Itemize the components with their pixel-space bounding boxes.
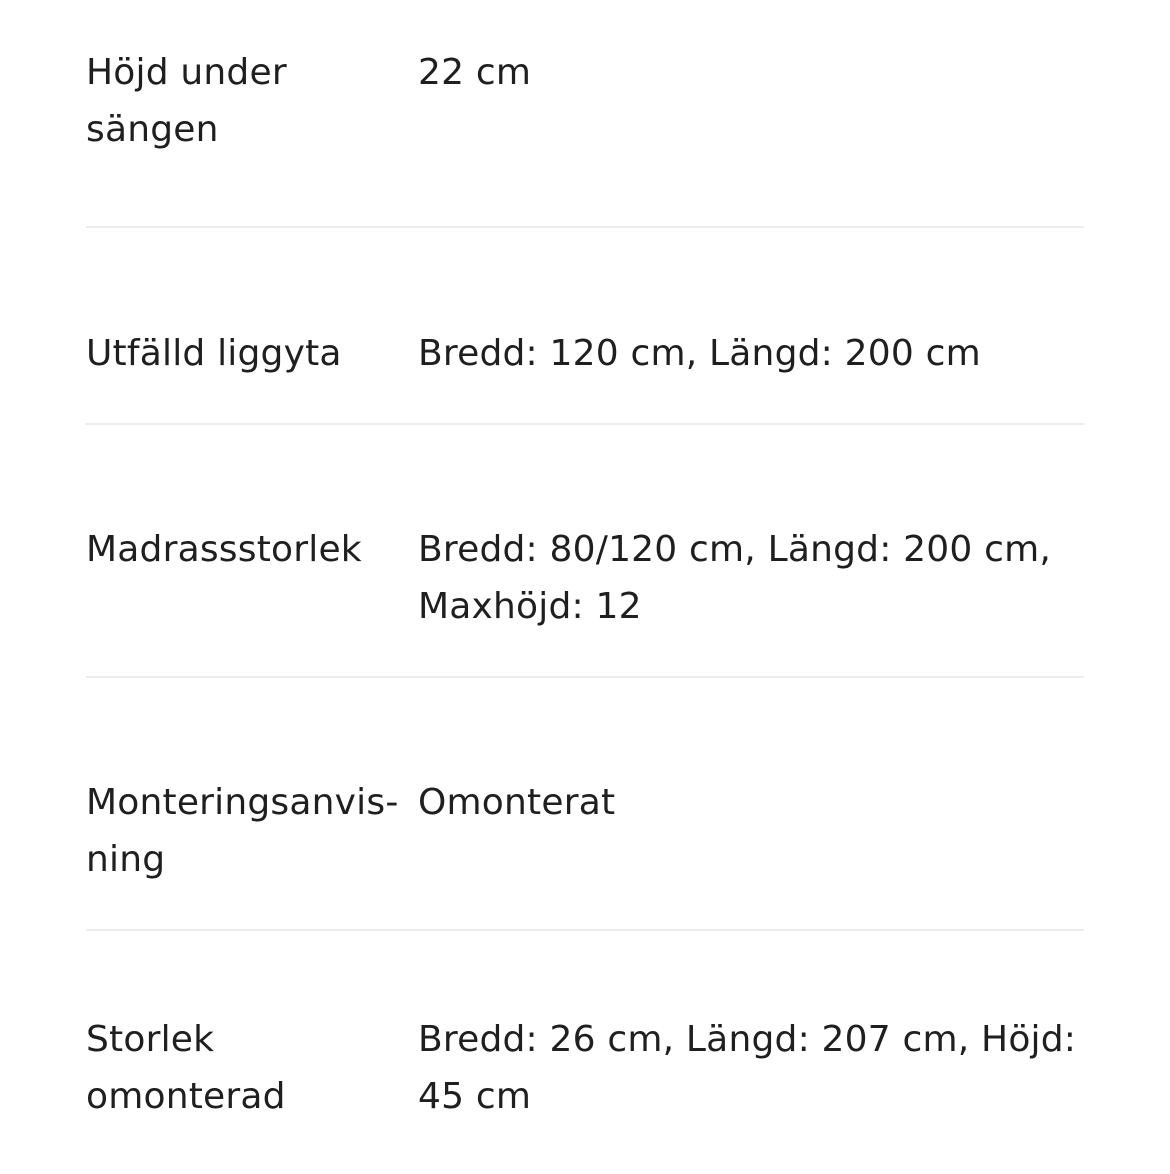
spec-label: Monteringsanvis- ning — [86, 782, 399, 880]
spec-row-height-under-bed — [86, 0, 1084, 226]
spec-value: Bredd: 120 cm, Längd: 200 cm — [418, 333, 981, 374]
spec-value: Omonterat — [418, 782, 616, 823]
product-specs-list — [86, 0, 1084, 1174]
spec-value: 22 cm — [418, 52, 532, 93]
spec-row-mattress-size — [86, 425, 1084, 676]
spec-label: Höjd under sängen — [86, 52, 287, 150]
spec-row-unfolded-surface — [86, 228, 1084, 423]
spec-label: Madrassstorlek — [86, 529, 362, 570]
spec-value: Bredd: 80/120 cm, Längd: 200 cm, Maxhöjd: 12 — [418, 529, 1052, 627]
spec-label: Storlek omonterad — [86, 1019, 286, 1117]
spec-row-assembly-instructions — [86, 678, 1084, 929]
spec-value: Bredd: 26 cm, Längd: 207 cm, Höjd: 45 cm — [418, 1019, 1077, 1117]
spec-label: Utfälld liggyta — [86, 333, 342, 374]
spec-row-unassembled-size — [86, 931, 1084, 1174]
